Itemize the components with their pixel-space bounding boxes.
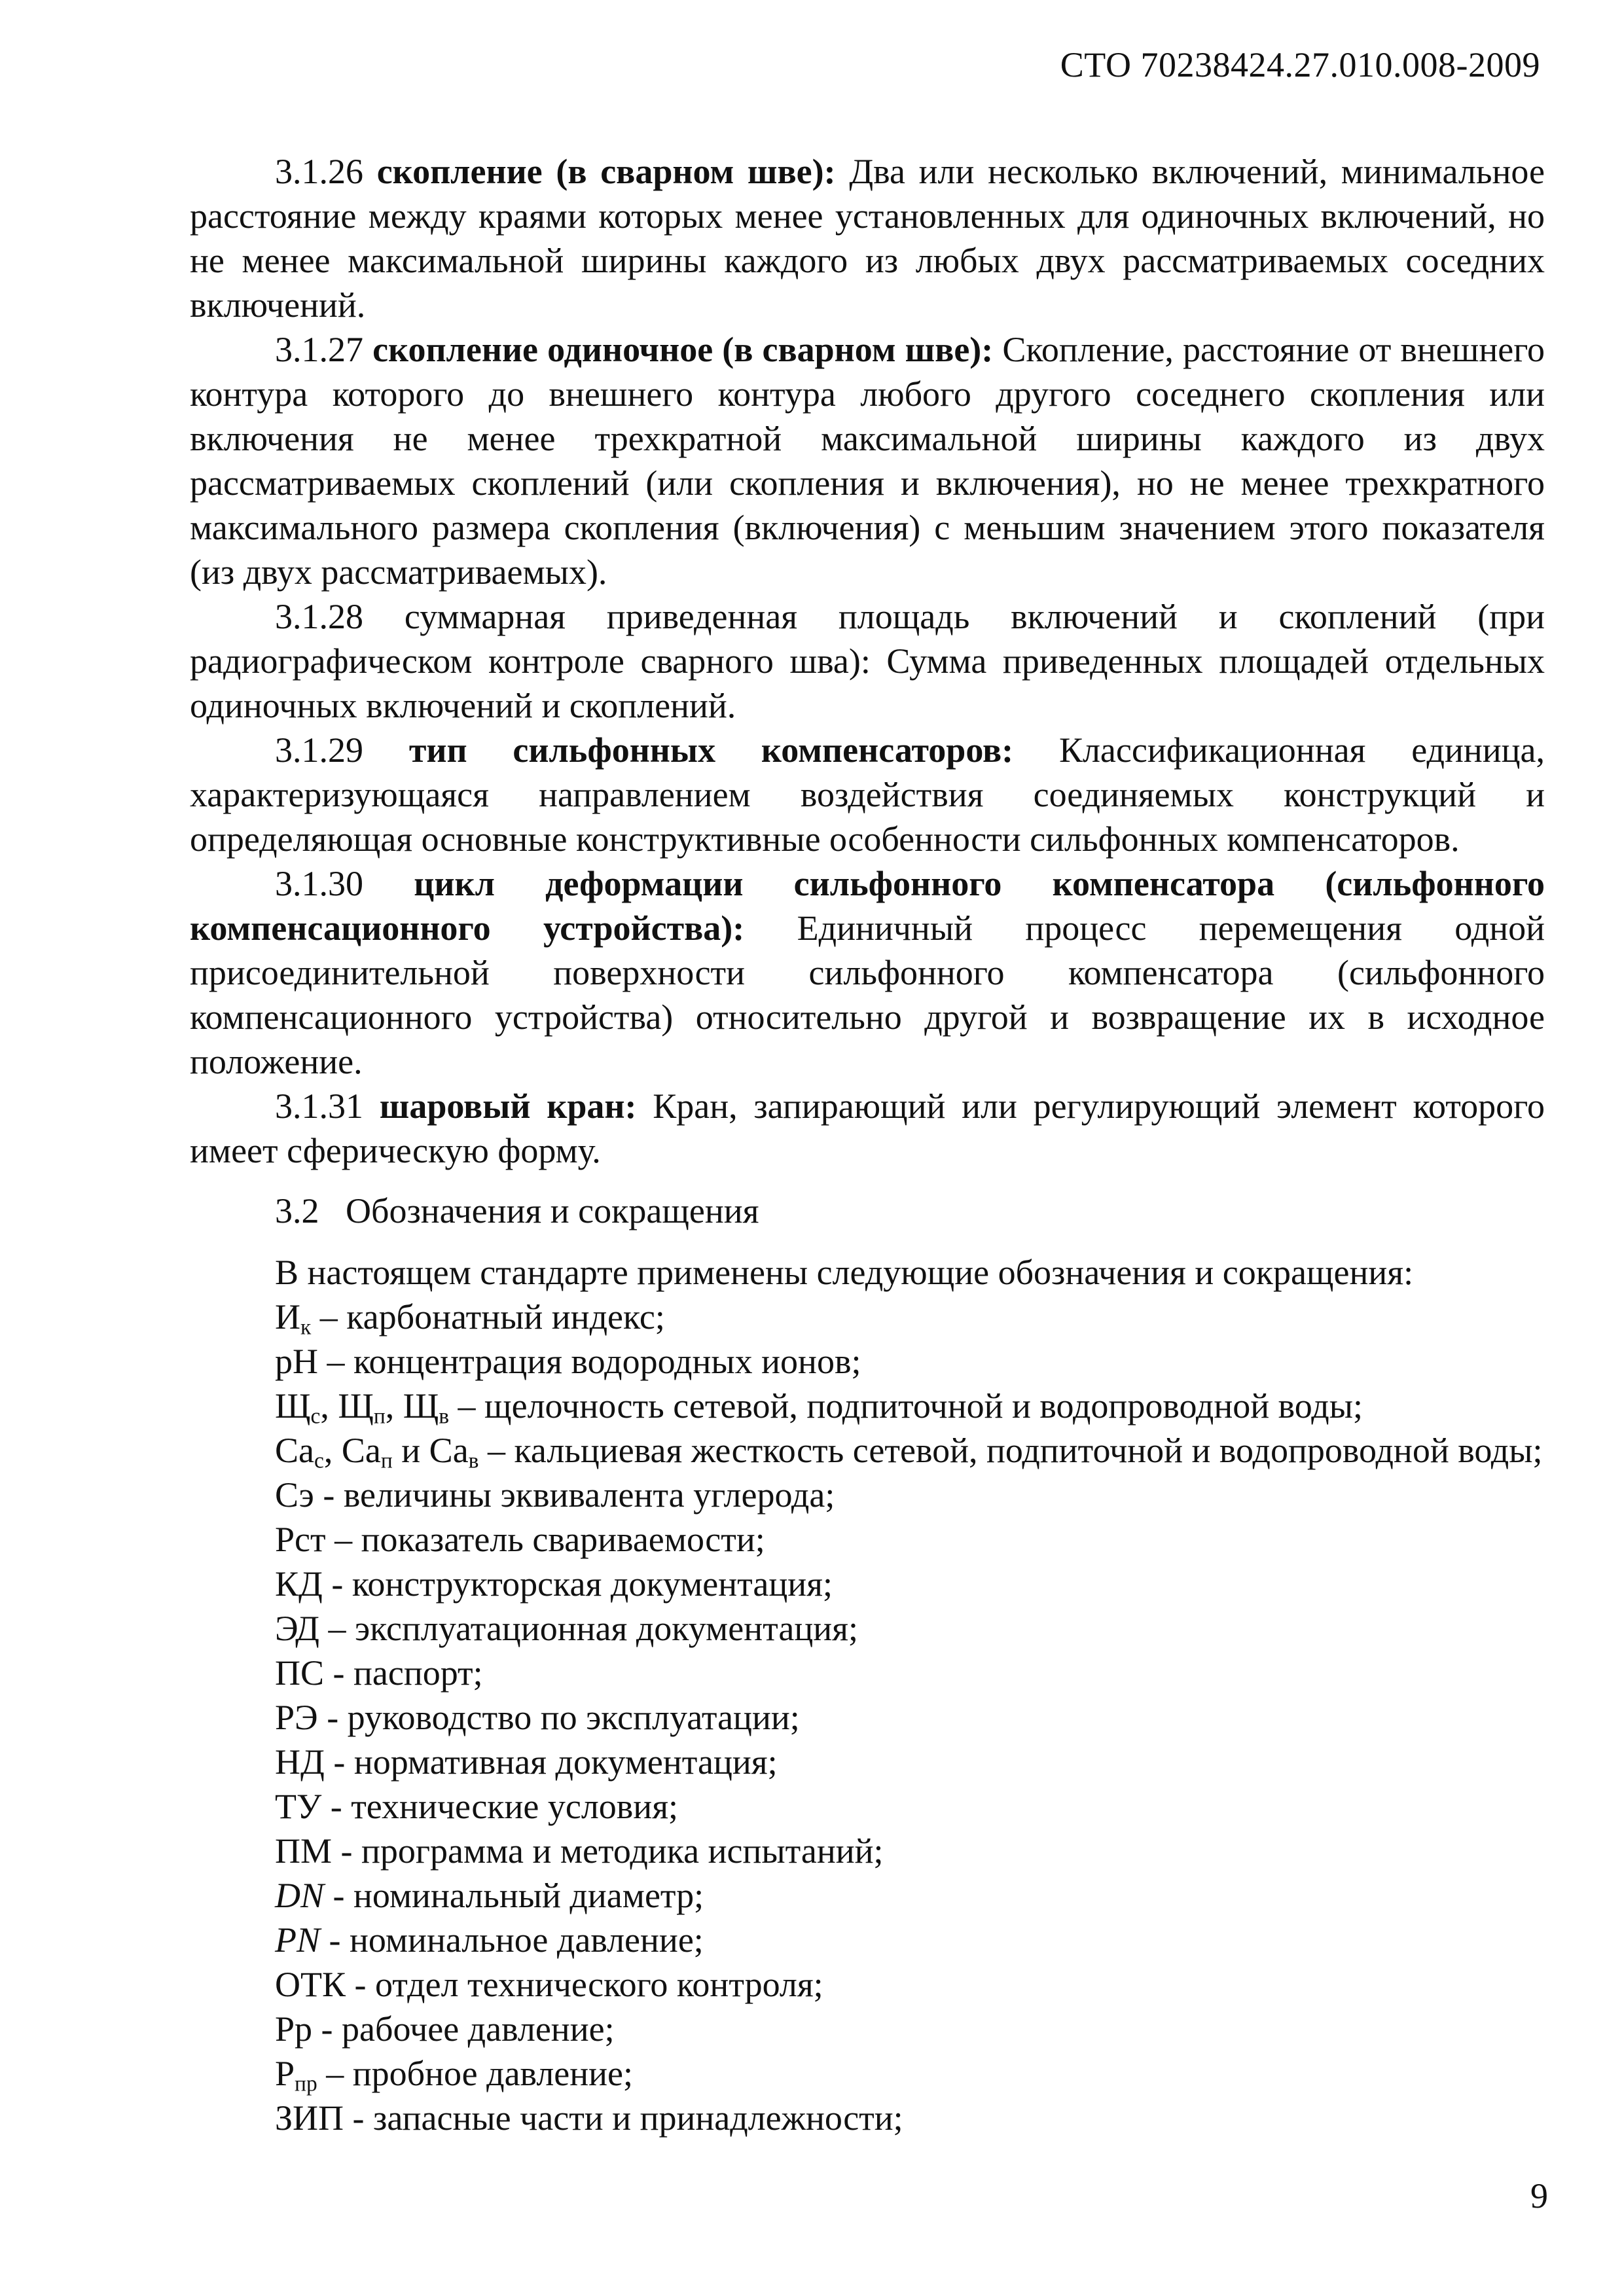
term-title: тип сильфонных компенсаторов:: [408, 730, 1014, 770]
term-3-1-28: [190, 594, 1545, 728]
list-item: Сэ - величины эквивалента углерода;: [275, 1475, 835, 1515]
list-item: $Ca_с$, $Ca_п$ и $Ca_в$ – кальциевая жесткость сетевой, подпиточной и водопроводной воды;: [275, 1431, 1543, 1473]
section-heading: [190, 1189, 1545, 1233]
list-item: $И_к$ – карбонатный индекс;: [275, 1297, 665, 1340]
list-item: $Щ_с$, $Щ_п$, $Щ_в$ – щелочность сетевой, подпиточной и водопроводной воды;: [275, 1386, 1363, 1429]
term-definition: Кран, запирающий или регулирующий элемент которого имеет сферическую форму.: [190, 1086, 1545, 1170]
term-number: 3.1.28: [275, 597, 363, 636]
list-item: РЭ - руководство по эксплуатации;: [275, 1698, 800, 1737]
term-definition: Единичный процесс перемещения одной присоединительной поверхности сильфонного компенсатора (сильфонного компенсационного устройства) относительно другой и возвращение их в исходное положение.: [190, 908, 1545, 1081]
list-item: Рр - рабочее давление;: [275, 2009, 615, 2049]
section-number: 3.2: [275, 1191, 319, 1230]
term-title: скопление одиночное (в сварном шве):: [372, 330, 994, 369]
term-title: шаровый кран:: [379, 1086, 637, 1126]
list-item: КД - конструкторская документация;: [275, 1564, 833, 1604]
term-definition: Классификационная единица, характеризующаяся направлением воздействия соединяемых конструкций и определяющая основные конструктивные особенности сильфонных компенсаторов.: [190, 730, 1545, 859]
list-item: ОТК - отдел технического контроля;: [275, 1965, 823, 2004]
page-number: 9: [1530, 2176, 1548, 2215]
list-item: ЗИП - запасные части и принадлежности;: [275, 2098, 903, 2138]
term-number: 3.1.26: [275, 152, 363, 191]
list-item: НД - нормативная документация;: [275, 1742, 778, 1782]
list-item: ПМ - программа и методика испытаний;: [275, 1831, 884, 1871]
list-item: PN - номинальное давление;: [275, 1920, 704, 1960]
term-3-1-31: [190, 1084, 1545, 1173]
list-item: ТУ - технические условия;: [275, 1787, 679, 1826]
list-item: $Р_{пр}$ – пробное давление;: [275, 2054, 634, 2096]
abbreviations-intro: В настоящем стандарте применены следующие обозначения и сокращения:: [275, 1253, 1414, 1292]
page-body: [190, 149, 1545, 2140]
list-item: pH – концентрация водородных ионов;: [275, 1342, 861, 1381]
list-item: ЭД – эксплуатационная документация;: [275, 1609, 858, 1648]
term-3-1-26: [190, 149, 1545, 327]
section-title: Обозначения и сокращения: [346, 1191, 759, 1230]
term-definition: Скопление, расстояние от внешнего контура которого до внешнего контура любого другого соседнего скопления или включения не менее трехкратной максимальной ширины каждого из двух рассматриваемых скоплений (или скопления и включения), но не менее трехкратного максимального размера скопления (включения) с меньшим значением этого показателя (из двух рассматриваемых).: [190, 330, 1545, 592]
term-definition: Два или несколько включений, минимальное расстояние между краями которых менее установленных для одиночных включений, но не менее максимальной ширины каждого из любых двух рассматриваемых соседних включений.: [190, 152, 1545, 325]
term-3-1-30: [190, 861, 1545, 1084]
list-item: DN - номинальный диаметр;: [275, 1876, 704, 1915]
term-number: 3.1.31: [275, 1086, 363, 1126]
term-3-1-29: [190, 728, 1545, 861]
document-code: СТО 70238424.27.010.008-2009: [1060, 45, 1540, 84]
term-number: 3.1.27: [275, 330, 363, 369]
term-title: скопление (в сварном шве):: [376, 152, 836, 191]
list-item: Рст – показатель свариваемости;: [275, 1520, 765, 1559]
term-number: 3.1.30: [275, 864, 363, 903]
term-3-1-27: [190, 327, 1545, 594]
term-title: цикл деформации сильфонного компенсатора (сильфонного компенсационного устройства):: [190, 864, 1545, 948]
abbreviations-list: [190, 1295, 1545, 2140]
term-number: 3.1.29: [275, 730, 363, 770]
term-definition: суммарная приведенная площадь включений и скоплений (при радиографическом контроле сварного шва): Сумма приведенных площадей отдельных одиночных включений и скоплений.: [190, 597, 1545, 725]
list-item: ПС - паспорт;: [275, 1653, 483, 1693]
